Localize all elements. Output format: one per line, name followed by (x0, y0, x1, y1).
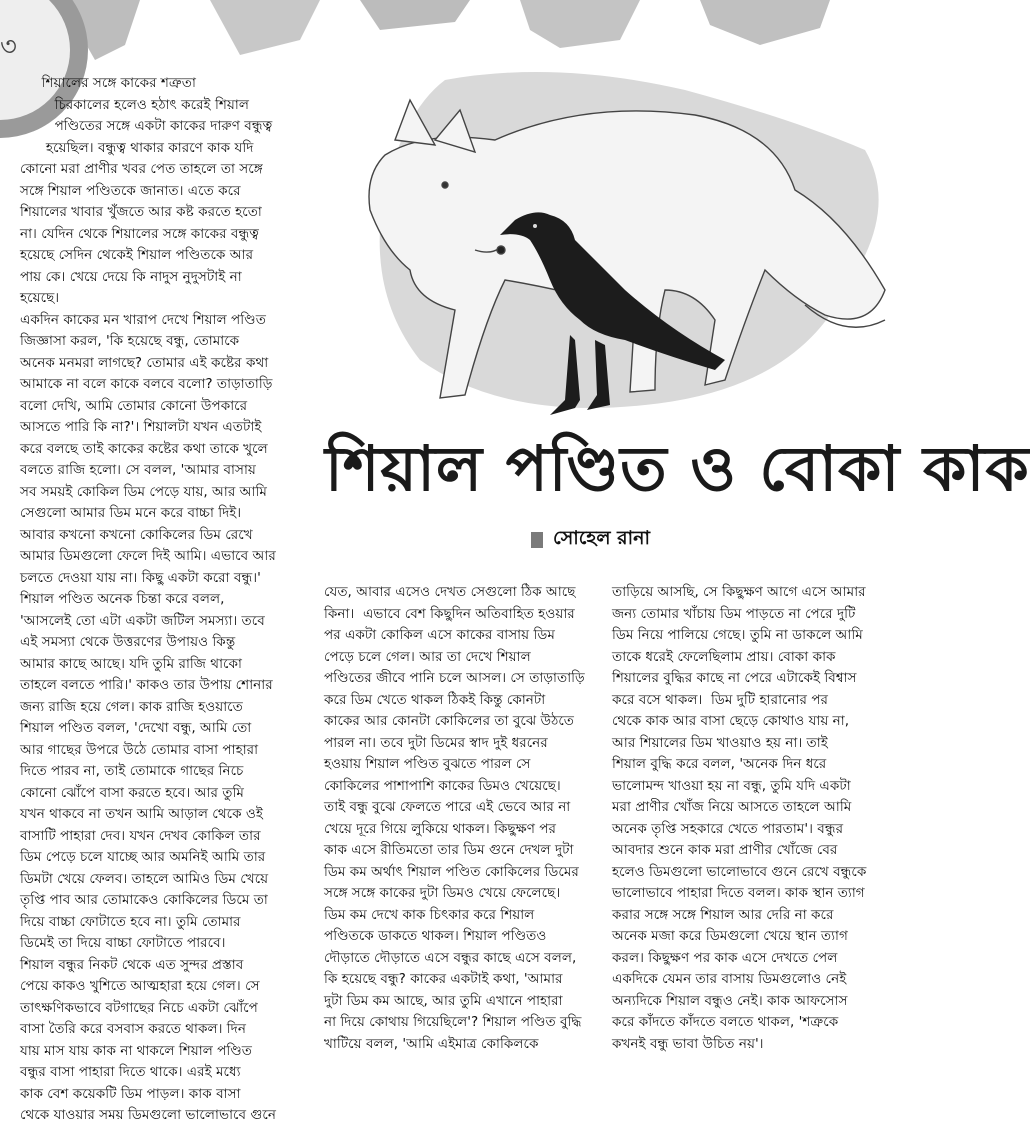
text-line: সব সময়ই কোকিল ডিম পেড়ে যায়, আর আমি (20, 483, 267, 500)
text-line: করার সঙ্গে সঙ্গে শিয়াল আর দেরি না করে (612, 906, 834, 923)
text-line: ভালোভাবে পাহারা দিতে বলল। কাক স্থান ত্যাগ (612, 885, 865, 901)
text-line: আমার ডিমগুলো ফেলে দিই আমি। এভাবে আর (20, 548, 276, 564)
text-line: ভালোমন্দ খাওয়া হয় না বন্ধু, তুমি যদি একটা (612, 777, 851, 794)
text-line: পায় কে। খেয়ে দেয়ে কি নাদুস নুদুসটাই না (20, 268, 242, 285)
text-line: তাকে ধরেই ফেলেছিলাম প্রায়। বোকা কাক (612, 648, 836, 665)
text-line: হওয়ায় শিয়াল পণ্ডিত বুঝতে পারল সে (324, 756, 531, 772)
text-line: পণ্ডিতের জীবে পানি চলে আসল। সে তাড়াতাড়ি (324, 670, 585, 686)
text-line: তাহলে বলতে পারি।' কাকও তার উপায় শোনার (20, 677, 273, 693)
text-line: সঙ্গে সঙ্গে কাকের দুটা ডিমও খেয়ে ফেলেছে। (324, 885, 561, 901)
text-line: ডিম পেড়ে চলে যাচ্ছে আর অমনিই আমি তার (20, 849, 266, 865)
text-line: শিয়ালের খাবার খুঁজতে আর কষ্ট করতে হতো (20, 204, 262, 220)
text-line: করে বসে থাকল। ডিম দুটি হারানোর পর (612, 691, 829, 708)
text-line: দিতে পারব না, তাই তোমাকে গাছের নিচে (20, 763, 244, 779)
text-line: আমাকে না বলে কাকে বলবে বলো? তাড়াতাড়ি (20, 376, 273, 392)
text-line: আর গাছের উপরে উঠে তোমার বাসা পাহারা (20, 741, 259, 758)
text-line: ডিম কম অর্থাৎ শিয়াল পণ্ডিত কোকিলের ডিমের (324, 863, 579, 880)
article-title: শিয়াল পণ্ডিত ও বোকা কাক (325, 432, 1030, 505)
text-line: কখনই বন্ধু ভাবা উচিত নয়'। (612, 1035, 764, 1052)
text-line: কোনো ঝোঁপে বাসা করতে হবে। আর তুমি (20, 784, 244, 801)
text-line: যখন থাকবে না তখন আমি আড়াল থেকে ওই (20, 806, 263, 822)
text-line: কোকিলের পাশাপাশি কাকের ডিমও খেয়েছে। (324, 777, 561, 794)
text-line: এই সমস্যা থেকে উত্তরণের উপায়ও কিন্তু (20, 634, 236, 650)
text-line: আর শিয়ালের ডিম খাওয়াও হয় না। তাই (612, 734, 828, 751)
svg-text:৩: ৩ (0, 32, 17, 62)
text-line: তাই বন্ধু বুঝে ফেলতে পারে এই ভেবে আর না (324, 799, 571, 815)
text-line: খাটিয়ে বলল, 'আমি এইমাত্র কোকিলকে (324, 1035, 539, 1052)
text-line: শিয়াল পণ্ডিত বলল, 'দেখো বন্ধু, আমি তো (20, 720, 252, 736)
text-line: একদিকে যেমন তার বাসায় ডিমগুলোও নেই (612, 971, 847, 987)
text-line: ডিমেই তা দিয়ে বাচ্চা ফোটাতে পারবে। (20, 935, 226, 951)
text-line: কাক বেশ কয়েকটি ডিম পাড়ল। কাক বাসা (20, 1085, 241, 1102)
header-art (0, 0, 903, 60)
text-line: চলতে দেওয়া যায় না। কিছু একটা করো বন্ধু।' (20, 569, 261, 586)
text-line: 'আসলেই তো এটা একটা জটিল সমস্যা। তবে (20, 612, 265, 629)
text-line: শিয়াল বন্ধুর নিকট থেকে এত সুন্দর প্রস্তাব (20, 956, 244, 973)
text-line: জিজ্ঞাসা করল, 'কি হয়েছে বন্ধু, তোমাকে (20, 333, 240, 349)
text-line: দৌড়াতে দৌড়াতে এসে বন্ধুর কাছে এসে বলল, (324, 949, 577, 966)
text-line: করল। কিছুক্ষণ পর কাক এসে দেখতে পেল (612, 949, 838, 966)
text-line: হয়েছে সেদিন থেকেই শিয়াল পণ্ডিতকে আর (20, 247, 254, 263)
text-line: আবদার শুনে কাক মরা প্রাণীর খোঁজে বের (612, 842, 838, 858)
text-line: আসতে পারি কি না?'। শিয়ালটা যখন এতটাই (20, 419, 262, 435)
text-line: জন্য তোমার খাঁচায় ডিম পাড়তে না পেরে দুটি (612, 605, 856, 622)
text-line: করে কাঁদতে কাঁদতে বলতে থাকল, 'শত্রুকে (612, 1014, 839, 1030)
article-column-1 (20, 73, 320, 1123)
byline (531, 527, 650, 553)
text-line: দিয়ে বাচ্চা ফোটাতে হবে না। তুমি তোমার (20, 913, 241, 930)
text-line: তাড়িয়ে আসছি, সে কিছুক্ষণ আগে এসে আমার (612, 584, 866, 600)
text-line: বলতে রাজি হলো। সে বলল, 'আমার বাসায় (20, 462, 256, 478)
text-line: পেড়ে চলে গেল। আর তা দেখে শিয়াল (324, 648, 531, 665)
text-line: করে বলছে তাই কাকের কষ্টের কথা তাকে খুলে (20, 440, 268, 457)
text-line: পেয়ে কাকও খুশিতে আত্মহারা হয়ে গেল। সে (20, 978, 260, 994)
text-line: শিয়ালের সঙ্গে কাকের শত্রুতা (20, 75, 196, 91)
byline-bar (531, 532, 543, 548)
text-line: বাসাটি পাহারা দেব। যখন দেখব কোকিল তার (20, 827, 261, 844)
header-banner (0, 0, 903, 60)
text-line: দুটা ডিম কম আছে, আর তুমি এখানে পাহারা (324, 992, 563, 1009)
author-name: সোহেল রানা (553, 527, 650, 549)
text-line: তাৎক্ষণিকভাবে বটগাছের নিচে একটা ঝোঁপে (20, 999, 258, 1016)
text-line: কোনো মরা প্রাণীর খবর পেত তাহলে তা সঙ্গে (20, 161, 263, 177)
text-line: থেকে কাক আর বাসা ছেড়ে কোথাও যায় না, (612, 713, 850, 729)
text-line: অনেক মজা করে ডিমগুলো খেয়ে স্থান ত্যাগ (612, 928, 848, 944)
article-column-2 (324, 582, 606, 1052)
text-line: শিয়াল পণ্ডিত অনেক চিন্তা করে বলল, (20, 591, 225, 607)
text-line: কাকের আর কোনটা কোকিলের তা বুঝে উঠতে (324, 713, 575, 729)
text-line: কাক এসে রীতিমতো তার ডিম গুনে দেখল দুটা (324, 842, 574, 858)
text-line: পারল না। তবে দুটা ডিমের স্বাদ দুই ধরনের (324, 734, 548, 751)
text-line: বন্ধুর বাসা পাহারা দিতে থাকে। এরই মধ্যে (20, 1064, 241, 1080)
text-line: পর একটা কোকিল এসে কাকের বাসায় ডিম (324, 627, 555, 643)
article-column-3 (612, 582, 897, 1052)
fox-crow-illustration (325, 60, 900, 435)
text-line: আবার কখনো কখনো কোকিলের ডিম রেখে (20, 526, 253, 543)
text-line: হলেও ডিমগুলো ভালোভাবে গুনে রেখে বন্ধুকে (612, 863, 867, 880)
text-line: অন্যদিকে শিয়াল বন্ধুও নেই। কাক আফসোস (612, 992, 848, 1009)
text-line: চিরকালের হলেও হঠাৎ করেই শিয়াল (20, 96, 249, 113)
text-line: মরা প্রাণীর খোঁজ নিয়ে আসতে তাহলে আমি (612, 799, 852, 815)
text-line: আমার কাছে আছে। যদি তুমি রাজি থাকো (20, 655, 242, 672)
text-line: শিয়ালের বুদ্ধির কাছে না পেরে এটাকেই বিশ্বাস (612, 670, 857, 686)
text-line: পণ্ডিতের সঙ্গে একটা কাকের দারুণ বন্ধুত্ব (20, 118, 273, 134)
text-line: বাসা তৈরি করে বসবাস করতে থাকল। দিন (20, 1021, 246, 1037)
text-line: অনেক তৃপ্তি সহকারে খেতে পারতাম'। বন্ধুর (612, 820, 844, 837)
text-line: কিনা। এভাবে বেশ কিছুদিন অতিবাহিত হওয়ার (324, 605, 575, 622)
text-line: হয়েছে। (20, 290, 60, 306)
text-line: শিয়াল বুদ্ধি করে বলল, 'অনেক দিন ধরে (612, 756, 827, 772)
text-line: তৃপ্তি পাব আর তোমাকেও কোকিলের ডিমে তা (20, 892, 268, 908)
text-line: থেকে যাওয়ার সময় ডিমগুলো ভালোভাবে গুনে (20, 1107, 277, 1123)
text-line: সঙ্গে শিয়াল পণ্ডিতকে জানাত। এতে করে (20, 182, 241, 199)
text-line: পণ্ডিতকে ডাকতে থাকল। শিয়াল পণ্ডিতও (324, 928, 547, 944)
text-line: জন্য রাজি হয়ে গেল। কাক রাজি হওয়াতে (20, 698, 243, 715)
text-line: যায় মাস যায় কাক না থাকলে শিয়াল পণ্ডিত (20, 1042, 252, 1059)
text-line: হয়েছিল। বন্ধুত্ব থাকার কারণে কাক যদি (20, 139, 254, 156)
text-line: ডিম নিয়ে পালিয়ে গেছে। তুমি না ডাকলে আমি (612, 627, 863, 643)
text-line: একদিন কাকের মন খারাপ দেখে শিয়াল পণ্ডিত (20, 311, 266, 328)
text-line: ডিমটা খেয়ে ফেলব। তাহলে আমিও ডিম খেয়ে (20, 870, 269, 887)
text-line: না দিয়ে কোথায় গিয়েছিলে'? শিয়াল পণ্ডিত বুদ্ধি (324, 1014, 582, 1030)
text-line: না। যেদিন থেকে শিয়ালের সঙ্গে কাকের বন্ধুত্ব (20, 225, 259, 242)
text-line: যেত, আবার এসেও দেখত সেগুলো ঠিক আছে (324, 584, 576, 600)
text-line: কি হয়েছে বন্ধু? কাকের একটাই কথা, 'আমার (324, 971, 563, 987)
text-line: খেয়ে দূরে গিয়ে লুকিয়ে থাকল। কিছুক্ষণ পর (324, 820, 557, 837)
text-line: সেগুলো আমার ডিম মনে করে বাচ্চা দিই। (20, 505, 242, 521)
text-line: অনেক মনমরা লাগছে? তোমার এই কষ্টের কথা (20, 354, 269, 371)
text-line: করে ডিম খেতে থাকল ঠিকই কিন্তু কোনটা (324, 691, 546, 708)
text-line: বলো দেখি, আমি তোমার কোনো উপকারে (20, 397, 248, 414)
text-line: ডিম কম দেখে কাক চিৎকার করে শিয়াল (324, 906, 535, 923)
